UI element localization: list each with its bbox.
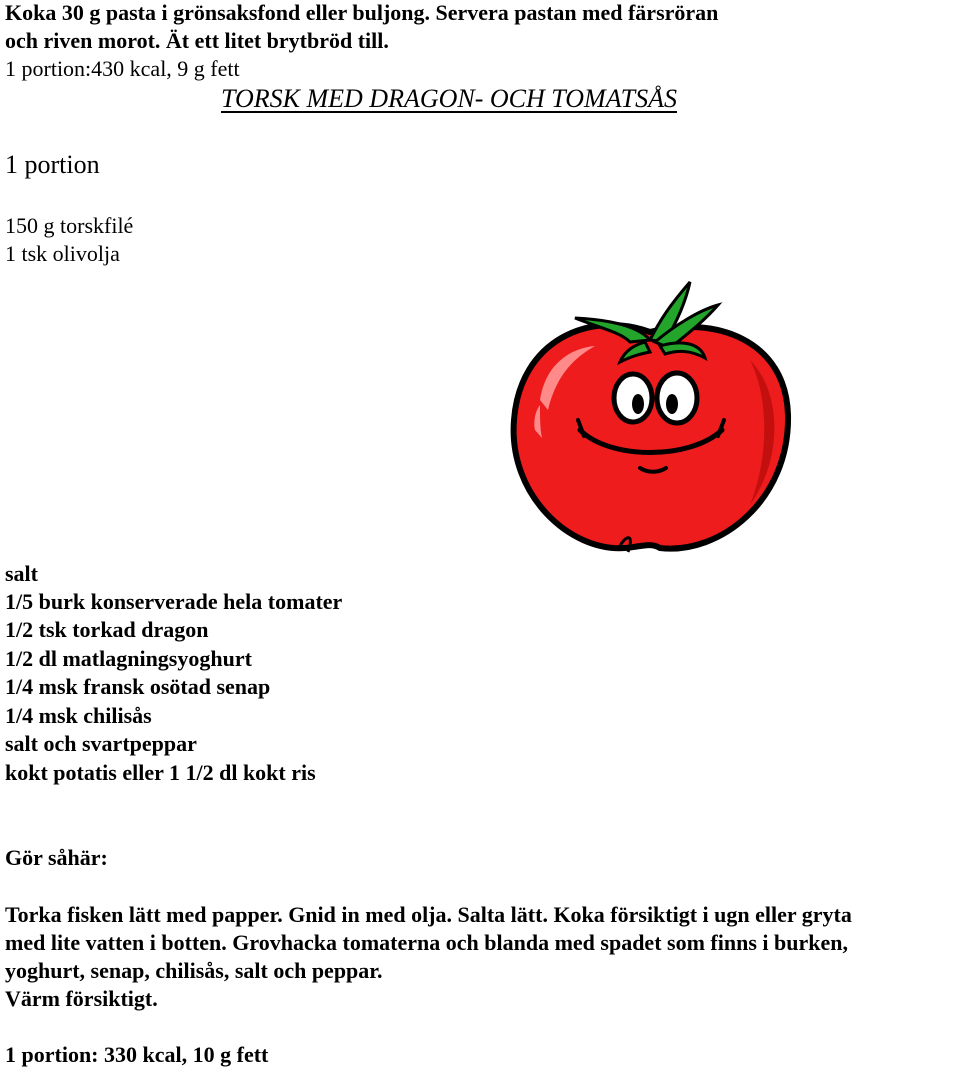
portion-heading: 1 portion (5, 150, 100, 179)
ingredient-item: kokt potatis eller 1 1/2 dl kokt ris (5, 760, 316, 785)
method-line: yoghurt, senap, chilisås, salt och peppar. (5, 958, 383, 983)
intro-nutrition: 1 portion:430 kcal, 9 g fett (5, 56, 240, 81)
intro-line-2: och riven morot. Ät ett litet brytbröd till. (5, 28, 389, 53)
recipe-nutrition: 1 portion: 330 kcal, 10 g fett (5, 1042, 269, 1067)
method-heading: Gör såhär: (5, 845, 108, 870)
method-line: med lite vatten i botten. Grovhacka tomaterna och blanda med spadet som finns i burken, (5, 930, 848, 955)
ingredient-item: salt och svartpeppar (5, 731, 197, 756)
ingredient-item: 1 tsk olivolja (5, 241, 120, 266)
ingredient-item: 1/2 dl matlagningsyoghurt (5, 646, 252, 671)
ingredient-item: 1/4 msk chilisås (5, 703, 152, 728)
method-line: Torka fisken lätt med papper. Gnid in med olja. Salta lätt. Koka försiktigt i ugn eller gryta (5, 902, 852, 927)
intro-line-1: Koka 30 g pasta i grönsaksfond eller buljong. Servera pastan med färsröran (5, 0, 719, 25)
method-line: Värm försiktigt. (5, 986, 158, 1011)
recipe-title: TORSK MED DRAGON- OCH TOMATSÅS (221, 84, 677, 113)
ingredient-item: 1/4 msk fransk osötad senap (5, 674, 271, 699)
ingredient-item: 1/5 burk konserverade hela tomater (5, 589, 343, 614)
ingredient-item: 1/2 tsk torkad dragon (5, 617, 209, 642)
ingredient-item: salt (5, 561, 38, 586)
ingredient-item: 150 g torskfilé (5, 213, 134, 238)
smiling-tomato-icon (500, 270, 800, 560)
